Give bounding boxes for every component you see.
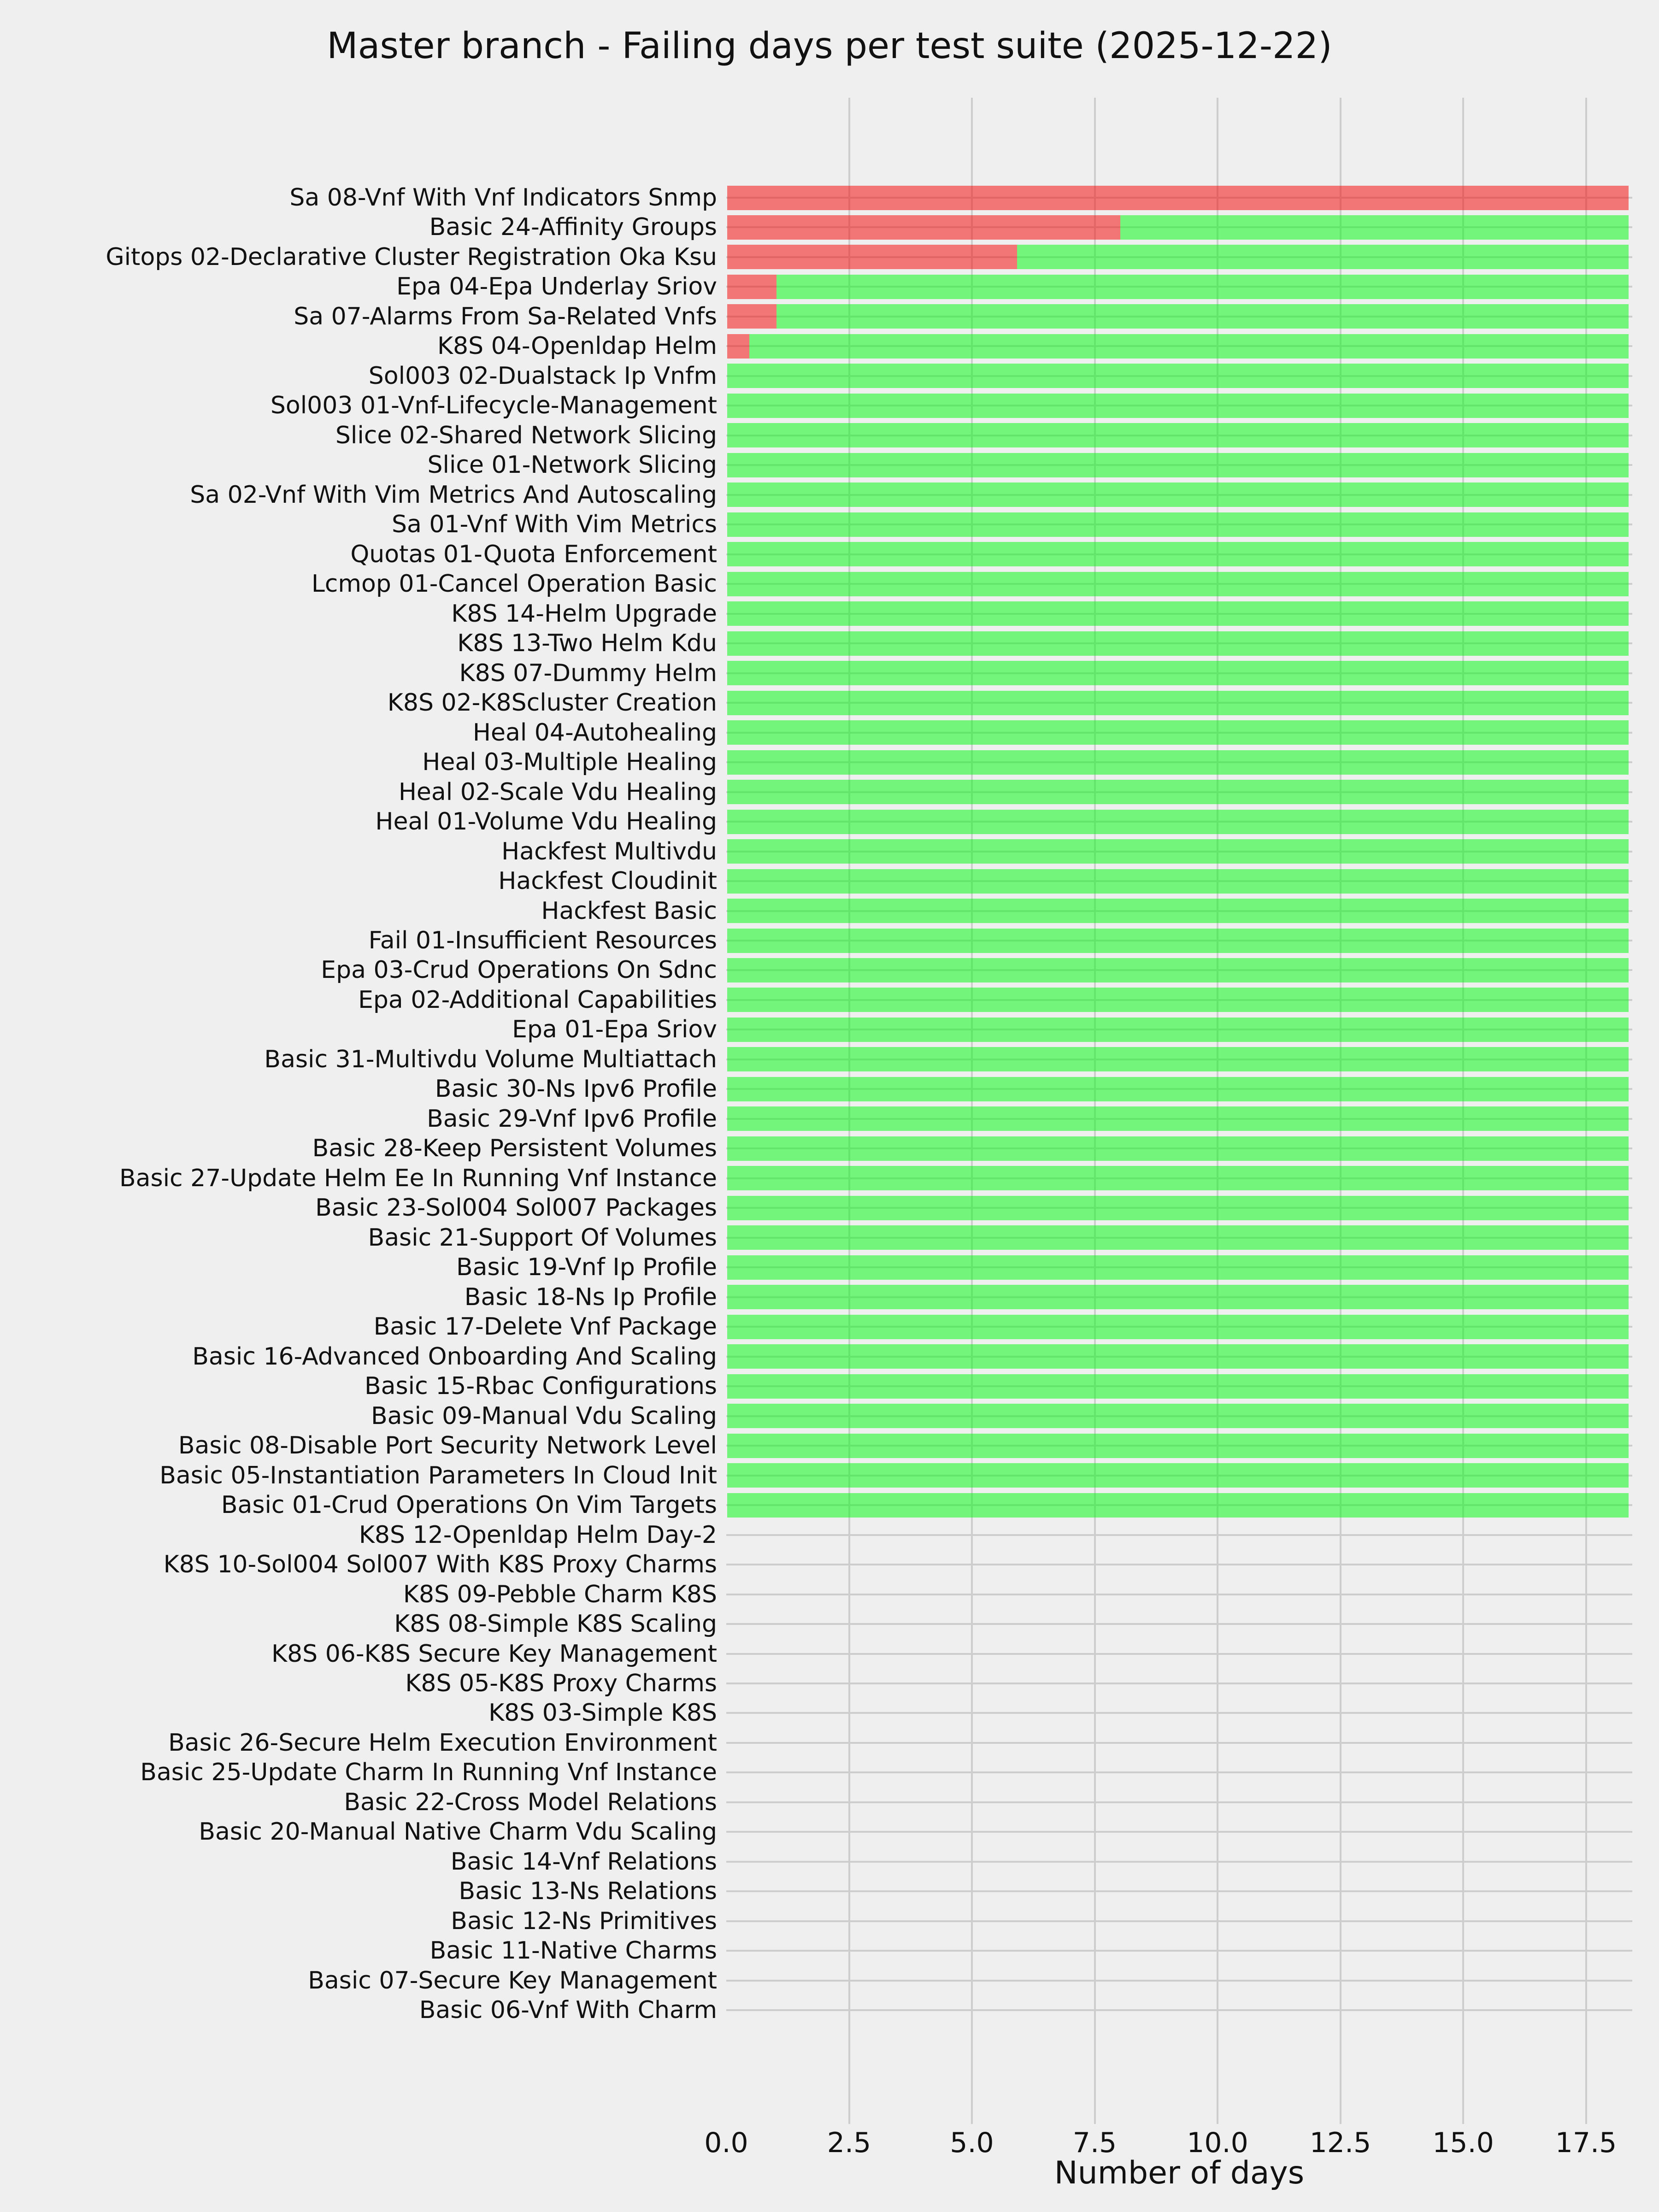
bar-row: [727, 453, 1629, 477]
y-tick-label: K8S 03-Simple K8S: [488, 1699, 717, 1727]
passing-bar-segment: [727, 750, 1629, 775]
bar-row: [727, 1463, 1629, 1488]
y-tick-label: Basic 19-Vnf Ip Profile: [456, 1253, 717, 1282]
passing-bar-segment: [727, 631, 1629, 656]
y-tick-label: Basic 14-Vnf Relations: [450, 1847, 717, 1876]
y-tick-label: Basic 11-Native Charms: [429, 1937, 717, 1965]
passing-bar-segment: [727, 1166, 1629, 1190]
y-tick-label: Basic 07-Secure Key Management: [308, 1966, 717, 1994]
passing-bar-segment: [727, 1018, 1629, 1042]
gridline-horizontal: [726, 1683, 1632, 1684]
y-tick-label: Basic 31-Multivdu Volume Multiattach: [264, 1045, 717, 1073]
failing-bar-segment: [727, 215, 1120, 240]
bar-row: [727, 1404, 1629, 1428]
x-tick-label: 10.0: [1187, 2127, 1248, 2159]
y-tick-label: K8S 08-Simple K8S Scaling: [394, 1610, 717, 1638]
bar-row: [727, 1018, 1629, 1042]
x-axis-label: Number of days: [1054, 2155, 1305, 2191]
chart-title: Master branch - Failing days per test suite (2025-12-22): [327, 25, 1332, 67]
bar-row: [727, 542, 1629, 566]
y-tick-label: K8S 12-Openldap Helm Day-2: [359, 1521, 717, 1549]
passing-bar-segment: [1120, 215, 1629, 240]
gridline-horizontal: [726, 1861, 1632, 1863]
passing-bar-segment: [727, 1374, 1629, 1399]
y-tick-label: Sa 07-Alarms From Sa-Related Vnfs: [294, 302, 717, 330]
passing-bar-segment: [727, 691, 1629, 715]
passing-bar-segment: [727, 423, 1629, 447]
bar-row: [727, 750, 1629, 775]
passing-bar-segment: [727, 1285, 1629, 1309]
passing-bar-segment: [727, 1493, 1629, 1518]
x-tick-label: 7.5: [1072, 2127, 1117, 2159]
passing-bar-segment: [727, 1225, 1629, 1250]
bar-row: [727, 423, 1629, 447]
bar-row: [727, 334, 1629, 359]
y-tick-label: Basic 21-Support Of Volumes: [368, 1224, 717, 1252]
y-tick-label: Basic 20-Manual Native Charm Vdu Scaling: [199, 1818, 717, 1846]
bar-row: [727, 720, 1629, 745]
bar-row: [727, 215, 1629, 240]
failing-bar-segment: [727, 304, 777, 329]
passing-bar-segment: [727, 453, 1629, 477]
y-tick-label: K8S 09-Pebble Charm K8S: [403, 1580, 717, 1608]
gridline-horizontal: [726, 2009, 1632, 2011]
passing-bar-segment: [727, 1196, 1629, 1220]
passing-bar-segment: [727, 542, 1629, 566]
passing-bar-segment: [727, 512, 1629, 537]
y-tick-label: Epa 04-Epa Underlay Sriov: [396, 273, 717, 301]
passing-bar-segment: [727, 810, 1629, 834]
y-tick-label: Sa 08-Vnf With Vnf Indicators Snmp: [289, 184, 717, 212]
failing-bar-segment: [727, 245, 1017, 269]
y-tick-label: Basic 12-Ns Primitives: [451, 1907, 717, 1935]
x-tick-label: 12.5: [1309, 2127, 1371, 2159]
bar-row: [727, 601, 1629, 626]
y-tick-label: Basic 29-Vnf Ipv6 Profile: [427, 1105, 717, 1133]
bar-row: [727, 1374, 1629, 1399]
y-tick-label: Basic 28-Keep Persistent Volumes: [312, 1135, 717, 1163]
bar-row: [727, 1493, 1629, 1518]
bar-row: [727, 1255, 1629, 1280]
bar-row: [727, 929, 1629, 953]
bar-row: [727, 1166, 1629, 1190]
passing-bar-segment: [777, 275, 1629, 299]
x-tick-label: 5.0: [950, 2127, 994, 2159]
y-tick-label: Basic 30-Ns Ipv6 Profile: [435, 1075, 717, 1103]
bar-row: [727, 869, 1629, 894]
gridline-horizontal: [726, 1831, 1632, 1833]
y-tick-label: Basic 16-Advanced Onboarding And Scaling: [192, 1342, 717, 1371]
y-tick-label: Basic 15-Rbac Configurations: [365, 1372, 717, 1400]
y-tick-label: K8S 06-K8S Secure Key Management: [271, 1640, 717, 1668]
passing-bar-segment: [727, 1463, 1629, 1488]
gridline-horizontal: [726, 1712, 1632, 1714]
y-tick-label: Sa 02-Vnf With Vim Metrics And Autoscaling: [190, 481, 717, 509]
bar-row: [727, 394, 1629, 418]
y-tick-label: Fail 01-Insufficient Resources: [368, 927, 717, 954]
bar-row: [727, 810, 1629, 834]
gridline-horizontal: [726, 1980, 1632, 1982]
y-tick-label: Gitops 02-Declarative Cluster Registration Oka Ksu: [106, 243, 717, 271]
y-tick-label: Epa 01-Epa Sriov: [512, 1016, 717, 1044]
passing-bar-segment: [727, 1404, 1629, 1428]
gridline-horizontal: [726, 1950, 1632, 1952]
bar-row: [727, 572, 1629, 596]
bar-row: [727, 1106, 1629, 1131]
passing-bar-segment: [727, 929, 1629, 953]
gridline-horizontal: [726, 1920, 1632, 1922]
bar-row: [727, 780, 1629, 804]
bar-row: [727, 899, 1629, 923]
gridline-horizontal: [726, 1801, 1632, 1803]
passing-bar-segment: [727, 988, 1629, 1012]
passing-bar-segment: [727, 839, 1629, 864]
gridline-horizontal: [726, 1771, 1632, 1773]
y-tick-label: Basic 08-Disable Port Security Network Level: [178, 1432, 717, 1460]
y-tick-label: Hackfest Basic: [541, 897, 717, 925]
y-tick-label: Basic 25-Update Charm In Running Vnf Instance: [140, 1759, 717, 1787]
y-tick-label: Basic 18-Ns Ip Profile: [464, 1283, 717, 1311]
gridline-horizontal: [726, 1534, 1632, 1536]
y-tick-label: Basic 09-Manual Vdu Scaling: [371, 1402, 717, 1430]
y-tick-label: K8S 02-K8Scluster Creation: [387, 689, 717, 717]
y-tick-label: Slice 01-Network Slicing: [427, 451, 717, 479]
bar-row: [727, 1136, 1629, 1161]
bar-row: [727, 364, 1629, 388]
gridline-horizontal: [726, 1742, 1632, 1744]
bar-row: [727, 304, 1629, 329]
y-tick-label: Hackfest Cloudinit: [498, 867, 717, 895]
y-tick-label: Basic 17-Delete Vnf Package: [373, 1313, 717, 1341]
bar-row: [727, 839, 1629, 864]
bar-row: [727, 1196, 1629, 1220]
y-tick-label: Basic 23-Sol004 Sol007 Packages: [315, 1194, 717, 1222]
bar-row: [727, 1047, 1629, 1071]
passing-bar-segment: [727, 720, 1629, 745]
y-tick-label: Sol003 02-Dualstack Ip Vnfm: [368, 362, 717, 390]
y-tick-label: Basic 22-Cross Model Relations: [344, 1788, 717, 1816]
y-tick-label: Basic 01-Crud Operations On Vim Targets: [221, 1491, 717, 1519]
y-tick-label: K8S 10-Sol004 Sol007 With K8S Proxy Charms: [163, 1551, 717, 1579]
passing-bar-segment: [727, 869, 1629, 894]
passing-bar-segment: [749, 334, 1629, 359]
gridline-horizontal: [726, 1653, 1632, 1655]
bar-row: [727, 661, 1629, 685]
bar-row: [727, 988, 1629, 1012]
passing-bar-segment: [727, 1047, 1629, 1071]
passing-bar-segment: [727, 1077, 1629, 1101]
x-tick-label: 2.5: [827, 2127, 871, 2159]
y-tick-label: Basic 26-Secure Helm Execution Environment: [168, 1729, 717, 1757]
y-tick-label: Basic 13-Ns Relations: [459, 1877, 717, 1906]
x-tick-label: 15.0: [1432, 2127, 1494, 2159]
passing-bar-segment: [727, 364, 1629, 388]
failing-bar-segment: [727, 334, 749, 359]
y-tick-label: Lcmop 01-Cancel Operation Basic: [311, 570, 717, 598]
gridline-horizontal: [726, 1623, 1632, 1625]
y-tick-label: K8S 13-Two Helm Kdu: [457, 629, 717, 658]
bar-row: [727, 1077, 1629, 1101]
y-tick-label: K8S 14-Helm Upgrade: [451, 600, 717, 628]
y-tick-label: Heal 01-Volume Vdu Healing: [375, 808, 717, 836]
bar-row: [727, 1434, 1629, 1458]
y-tick-label: Sol003 01-Vnf-Lifecycle-Management: [270, 392, 717, 420]
bar-row: [727, 1315, 1629, 1339]
x-tick-label: 0.0: [704, 2127, 748, 2159]
bar-row: [727, 631, 1629, 656]
passing-bar-segment: [1017, 245, 1629, 269]
y-tick-label: Hackfest Multivdu: [501, 837, 717, 865]
y-tick-label: K8S 05-K8S Proxy Charms: [405, 1670, 717, 1697]
y-tick-label: Heal 04-Autohealing: [472, 718, 717, 747]
gridline-horizontal: [726, 1594, 1632, 1595]
failing-bar-segment: [727, 275, 777, 299]
y-tick-label: Sa 01-Vnf With Vim Metrics: [391, 511, 717, 539]
passing-bar-segment: [727, 899, 1629, 923]
x-tick-label: 17.5: [1555, 2127, 1617, 2159]
bar-row: [727, 1285, 1629, 1309]
y-tick-label: Basic 05-Instantiation Parameters In Cloud Init: [159, 1461, 717, 1489]
y-tick-label: Basic 24-Affinity Groups: [429, 213, 717, 241]
passing-bar-segment: [727, 394, 1629, 418]
y-tick-label: Basic 27-Update Helm Ee In Running Vnf Instance: [119, 1164, 717, 1192]
y-tick-label: Epa 02-Additional Capabilities: [358, 986, 717, 1014]
passing-bar-segment: [727, 1255, 1629, 1280]
y-tick-label: K8S 07-Dummy Helm: [459, 659, 717, 687]
bar-row: [727, 958, 1629, 982]
passing-bar-segment: [727, 482, 1629, 507]
y-tick-label: Basic 06-Vnf With Charm: [419, 1996, 717, 2024]
passing-bar-segment: [727, 958, 1629, 982]
passing-bar-segment: [727, 572, 1629, 596]
bar-row: [727, 186, 1629, 210]
passing-bar-segment: [727, 1106, 1629, 1131]
bar-row: [727, 1225, 1629, 1250]
passing-bar-segment: [727, 1344, 1629, 1369]
plot-area: [726, 98, 1632, 2124]
y-tick-label: Heal 02-Scale Vdu Healing: [398, 778, 717, 806]
bar-row: [727, 512, 1629, 537]
passing-bar-segment: [727, 1136, 1629, 1161]
y-tick-label: K8S 04-Openldap Helm: [437, 332, 717, 360]
bar-row: [727, 1344, 1629, 1369]
y-tick-label: Heal 03-Multiple Healing: [422, 748, 717, 777]
bar-row: [727, 275, 1629, 299]
failing-bar-segment: [727, 186, 1629, 210]
passing-bar-segment: [727, 1434, 1629, 1458]
bar-row: [727, 482, 1629, 507]
y-tick-label: Quotas 01-Quota Enforcement: [350, 540, 717, 568]
passing-bar-segment: [727, 601, 1629, 626]
bar-row: [727, 245, 1629, 269]
passing-bar-segment: [727, 780, 1629, 804]
bar-row: [727, 691, 1629, 715]
y-tick-label: Slice 02-Shared Network Slicing: [335, 421, 717, 449]
passing-bar-segment: [777, 304, 1629, 329]
gridline-horizontal: [726, 1564, 1632, 1565]
passing-bar-segment: [727, 1315, 1629, 1339]
y-tick-label: Epa 03-Crud Operations On Sdnc: [321, 956, 717, 984]
gridline-horizontal: [726, 1890, 1632, 1892]
passing-bar-segment: [727, 661, 1629, 685]
